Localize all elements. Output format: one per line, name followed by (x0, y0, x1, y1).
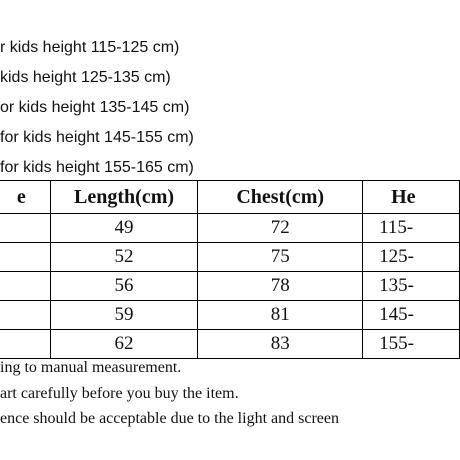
table-header-row (0, 181, 460, 214)
table-row (0, 301, 460, 330)
cell-length: 62 (50, 330, 198, 359)
cell-size (0, 301, 50, 330)
cell-height: 145- (363, 301, 460, 330)
table-row (0, 243, 460, 272)
cell-size (0, 272, 50, 301)
cell-height: 115- (363, 214, 460, 243)
cell-chest: 81 (198, 301, 363, 330)
cell-size (0, 330, 50, 359)
note-line-3: ence should be acceptable due to the light and screen (0, 410, 339, 427)
size-line-5: for kids height 155-165 cm) (0, 159, 194, 176)
size-line-4: for kids height 145-155 cm) (0, 129, 194, 146)
size-chart (0, 180, 460, 359)
size-line-1: r kids height 115-125 cm) (0, 39, 180, 56)
cell-length: 56 (50, 272, 198, 301)
cell-length: 52 (50, 243, 198, 272)
header-height: He (363, 181, 460, 214)
cell-height: 155- (363, 330, 460, 359)
cell-chest: 72 (198, 214, 363, 243)
table-row (0, 330, 460, 359)
cell-height: 135- (363, 272, 460, 301)
cell-size (0, 243, 50, 272)
note-line-2: art carefully before you buy the item. (0, 385, 239, 402)
table-row (0, 214, 460, 243)
cell-size (0, 214, 50, 243)
cell-chest: 83 (198, 330, 363, 359)
size-table (0, 180, 460, 359)
size-line-3: or kids height 135-145 cm) (0, 99, 190, 116)
note-line-1: ing to manual measurement. (0, 359, 182, 376)
cell-length: 49 (50, 214, 198, 243)
cell-height: 125- (363, 243, 460, 272)
header-length: Length(cm) (50, 181, 198, 214)
cell-chest: 75 (198, 243, 363, 272)
cell-chest: 78 (198, 272, 363, 301)
size-line-2: kids height 125-135 cm) (0, 69, 171, 86)
table-row (0, 272, 460, 301)
header-size: e (0, 181, 50, 214)
header-chest: Chest(cm) (198, 181, 363, 214)
cell-length: 59 (50, 301, 198, 330)
